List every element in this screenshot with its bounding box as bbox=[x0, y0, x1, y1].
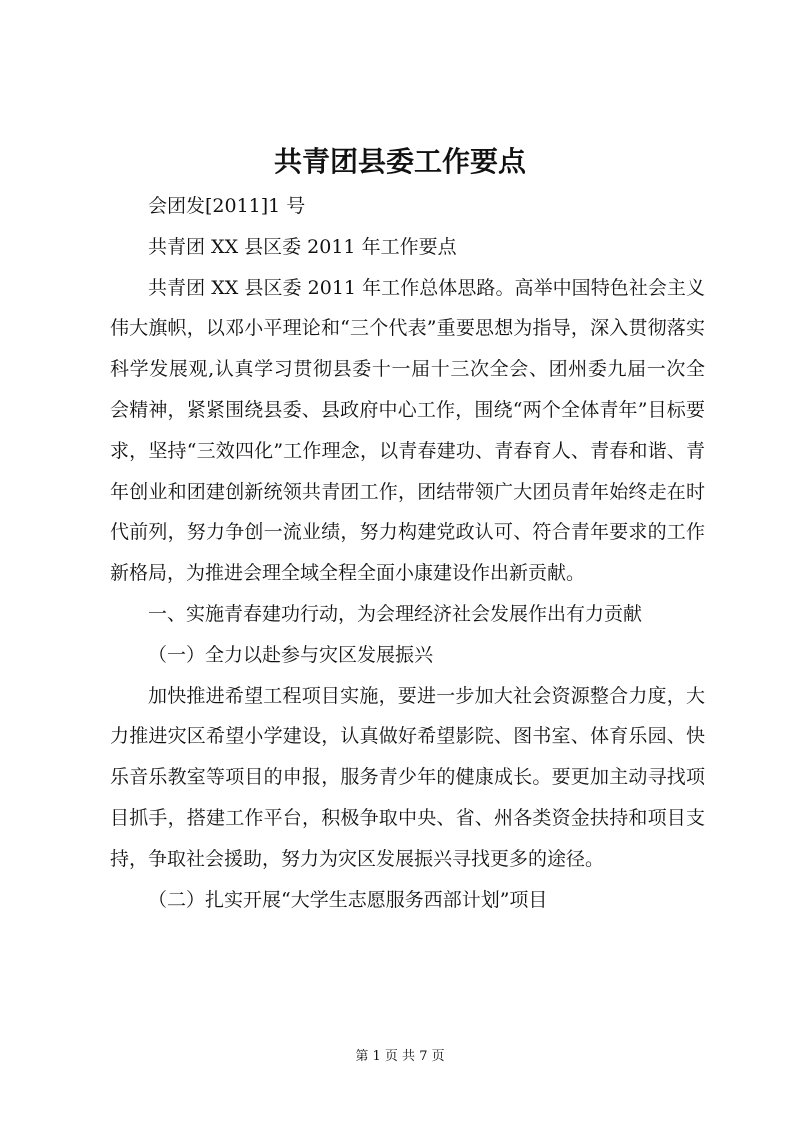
page-footer: 第 1 页 共 7 页 bbox=[355, 1049, 445, 1064]
section-heading-1: 一、实施青春建功行动，为会理经济社会发展作出有力贡献 bbox=[148, 602, 643, 625]
paragraph-intro: 共青团 XX 县区委 2011 年工作总体思路。高举中国特色社会主义伟大旗帜，以邓小平理论和“三个代表”重要思想为指导，深入贯彻落实科学发展观,认真学习贯彻县委十一届十三次全会、团州委九届一次全会精神，紧紧围绕县委、县政府中心工作，围绕“两个全体青年”目标要求，坚持“三效四化”工作理念，以青春建功、青春育人、青春和谐、青年创业和团建创新统领共青团工作，团结带领广大团员青年始终走在时代前列，努力争创一流业绩，努力构建党政认可、符合青年要求的工作新格局，为推进会理全域全程全面小康建设作出新贡献。 bbox=[110, 276, 705, 585]
subsection-heading-2: （二）扎实开展“大学生志愿服务西部计划”项目 bbox=[148, 888, 548, 911]
document-title: 共青团县委工作要点 bbox=[273, 145, 526, 178]
subsection-heading-1: （一）全力以赴参与灾区发展振兴 bbox=[148, 643, 434, 666]
paragraph-subsection-1: 加快推进希望工程项目实施，要进一步加大社会资源整合力度，大力推进灾区希望小学建设，认真做好希望影院、图书室、体育乐园、快乐音乐教室等项目的申报，服务青少年的健康成长。要更加主动寻找项目抓手，搭建工作平台，积极争取中央、省、州各类资金扶持和项目支持，争取社会援助，努力为灾区发展振兴寻找更多的途径。 bbox=[110, 684, 705, 870]
doc-subtitle: 共青团 XX 县区委 2011 年工作要点 bbox=[148, 235, 457, 258]
doc-number: 会团发[2011]1 号 bbox=[148, 195, 306, 217]
document-body bbox=[110, 186, 705, 920]
